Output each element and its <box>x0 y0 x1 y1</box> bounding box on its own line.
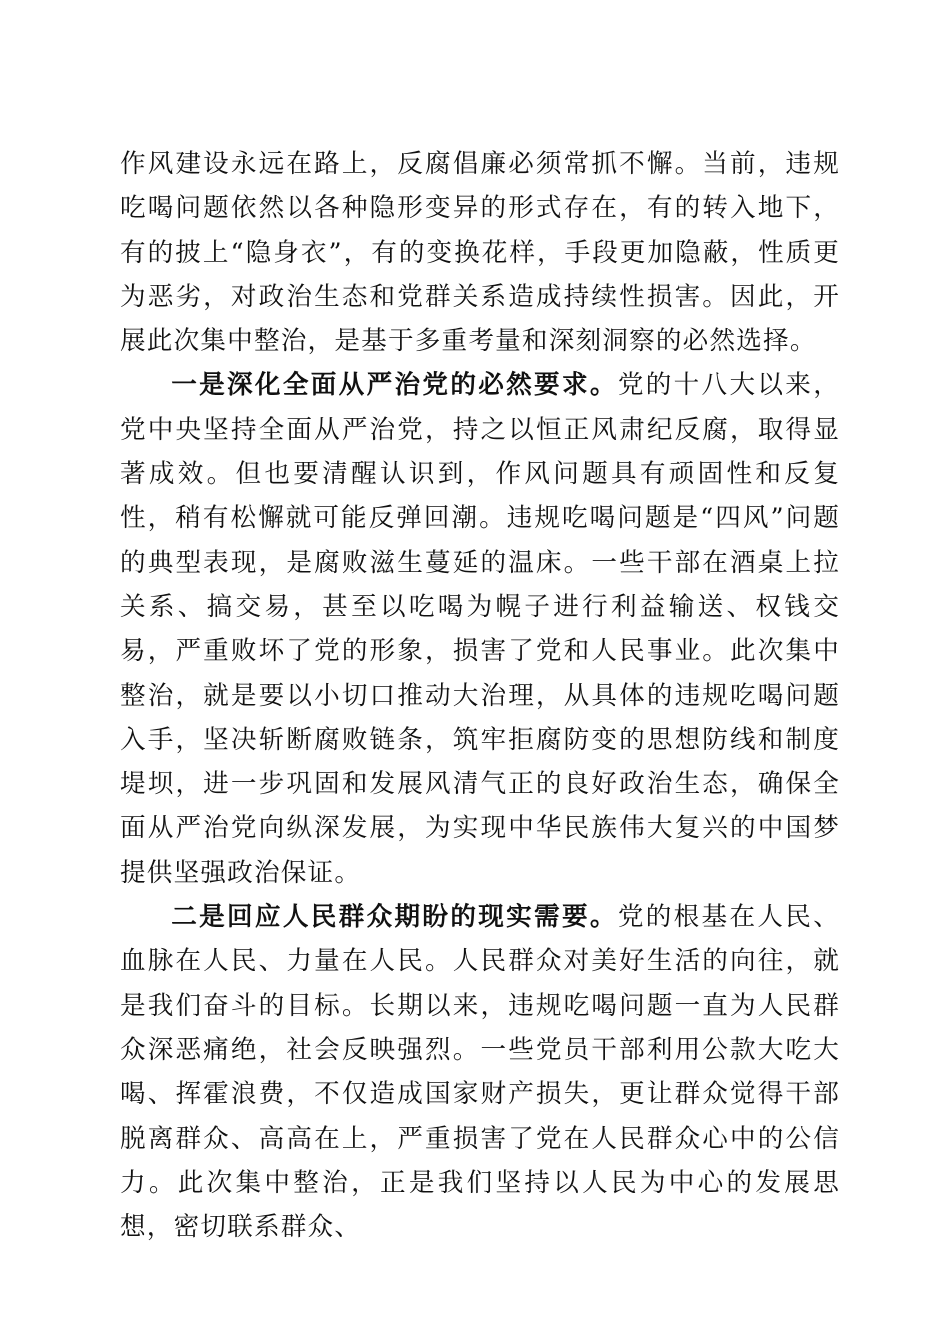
paragraph-intro <box>120 142 840 363</box>
paragraph-point-one-text: 党的十八大以来，党中央坚持全面从严治党，持之以恒正风肃纪反腐，取得显著成效。但也要清醒认识到，作风问题具有顽固性和反复性，稍有松懈就可能反弹回潮。违规吃喝问题是“四风”问题的典型表现，是腐败滋生蔓延的温床。一些干部在酒桌上拉关系、搞交易，甚至以吃喝为幌子进行利益输送、权钱交易，严重败坏了党的形象，损害了党和人民事业。此次集中整治，就是要以小切口推动大治理，从具体的违规吃喝问题入手，坚决斩断腐败链条，筑牢拒腐防变的思想防线和制度堤坝，进一步巩固和发展风清气正的良好政治生态，确保全面从严治党向纵深发展，为实现中华民族伟大复兴的中国梦提供坚强政治保证。 <box>120 370 840 888</box>
paragraph-point-two <box>120 895 840 1249</box>
document-body <box>120 142 840 1249</box>
paragraph-intro-text: 作风建设永远在路上，反腐倡廉必须常抓不懈。当前，违规吃喝问题依然以各种隐形变异的形式存在，有的转入地下，有的披上“隐身衣”，有的变换花样，手段更加隐蔽，性质更为恶劣，对政治生态和党群关系造成持续性损害。因此，开展此次集中整治，是基于多重考量和深刻洞察的必然选择。 <box>120 149 840 357</box>
paragraph-point-one-heading: 一是深化全面从严治党的必然要求。 <box>171 370 618 401</box>
paragraph-point-two-heading: 二是回应人民群众期盼的现实需要。 <box>171 902 618 933</box>
paragraph-point-one <box>120 363 840 895</box>
paragraph-point-two-text: 党的根基在人民、血脉在人民、力量在人民。人民群众对美好生活的向往，就是我们奋斗的目标。长期以来，违规吃喝问题一直为人民群众深恶痛绝，社会反映强烈。一些党员干部利用公款大吃大喝、挥霍浪费，不仅造成国家财产损失，更让群众觉得干部脱离群众、高高在上，严重损害了党在人民群众心中的公信力。此次集中整治，正是我们坚持以人民为中心的发展思想，密切联系群众、 <box>120 902 840 1243</box>
